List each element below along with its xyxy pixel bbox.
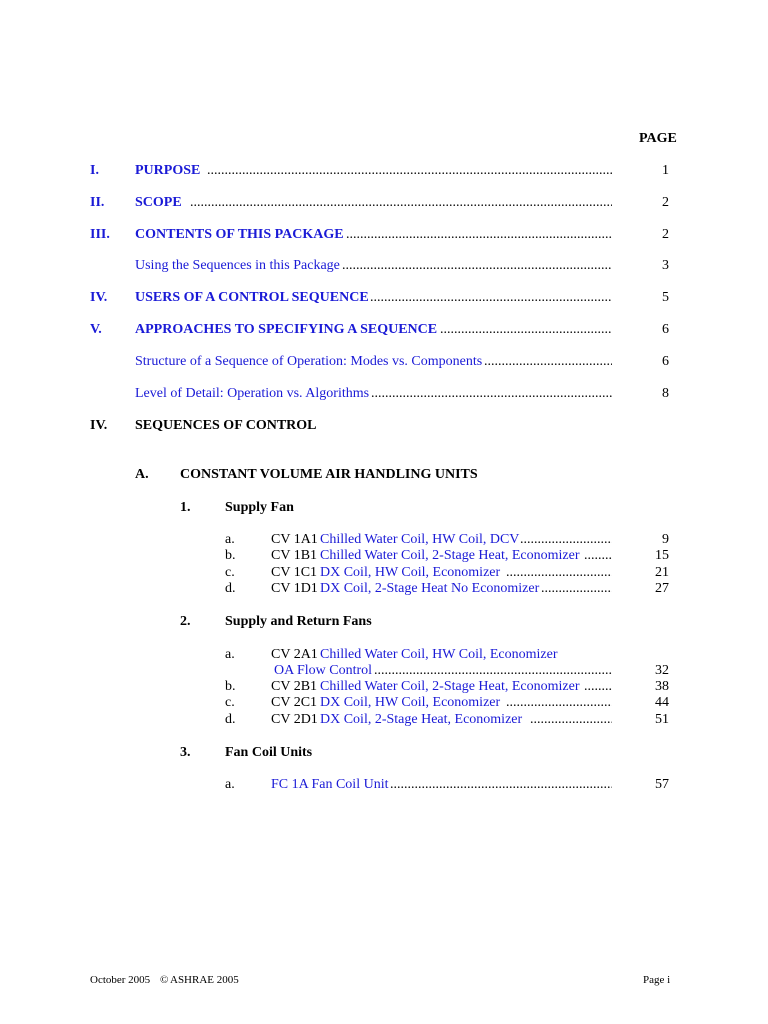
toc-link-structure[interactable]: Structure of a Sequence of Operation: Modes vs. Components bbox=[135, 354, 483, 369]
item-letter: c. bbox=[225, 565, 235, 580]
leader-dots bbox=[346, 226, 612, 243]
page-number: 38 bbox=[655, 679, 669, 694]
toc-link-cv-1d1[interactable]: DX Coil, 2-Stage Heat No Economizer bbox=[320, 581, 540, 596]
page-number: 1 bbox=[662, 163, 669, 178]
page-number: 57 bbox=[655, 777, 669, 792]
footer-page-label: Page i bbox=[643, 974, 671, 986]
page-number: 5 bbox=[662, 290, 669, 305]
item-letter: c. bbox=[225, 695, 235, 710]
leader-dots bbox=[584, 678, 612, 695]
item-letter: b. bbox=[225, 548, 236, 563]
section-number: V. bbox=[90, 322, 102, 337]
leader-dots bbox=[440, 321, 612, 338]
item-code: CV 1B1 bbox=[271, 548, 318, 563]
group-title: Supply and Return Fans bbox=[225, 614, 372, 629]
group-number: 1. bbox=[180, 500, 191, 515]
item-code: CV 2B1 bbox=[271, 679, 318, 694]
toc-link-contents[interactable]: CONTENTS OF THIS PACKAGE bbox=[135, 227, 344, 242]
toc-link-cv-2a1[interactable]: Chilled Water Coil, HW Coil, Economizer bbox=[320, 647, 558, 662]
section-number: II. bbox=[90, 195, 105, 210]
item-letter: a. bbox=[225, 647, 235, 662]
group-title: Supply Fan bbox=[225, 500, 294, 515]
item-letter: b. bbox=[225, 679, 236, 694]
page-number: 2 bbox=[662, 195, 669, 210]
toc-link-purpose[interactable]: PURPOSE bbox=[135, 163, 201, 178]
item-letter: d. bbox=[225, 712, 236, 727]
toc-link-level-of-detail[interactable]: Level of Detail: Operation vs. Algorithms bbox=[135, 386, 370, 401]
leader-dots bbox=[506, 564, 612, 581]
page-number: 27 bbox=[655, 581, 669, 596]
toc-link-cv-2d1[interactable]: DX Coil, 2-Stage Heat, Economizer bbox=[320, 712, 523, 727]
toc-link-users[interactable]: USERS OF A CONTROL SEQUENCE bbox=[135, 290, 369, 305]
group-number: 2. bbox=[180, 614, 191, 629]
toc-link-scope[interactable]: SCOPE bbox=[135, 195, 182, 210]
item-code: CV 1A1 bbox=[271, 532, 318, 547]
toc-link-cv-2c1[interactable]: DX Coil, HW Coil, Economizer bbox=[320, 695, 501, 710]
copyright-icon: © bbox=[160, 974, 169, 986]
leader-dots bbox=[390, 776, 612, 793]
section-number: I. bbox=[90, 163, 99, 178]
leader-dots bbox=[506, 694, 612, 711]
page-column-heading: PAGE bbox=[639, 131, 677, 146]
footer-copyright: ASHRAE 2005 bbox=[170, 974, 239, 986]
toc-link-fc-1a[interactable]: FC 1A Fan Coil Unit bbox=[271, 777, 389, 792]
leader-dots bbox=[342, 257, 612, 274]
group-number: 3. bbox=[180, 745, 191, 760]
item-code: CV 2C1 bbox=[271, 695, 318, 710]
leader-dots bbox=[541, 580, 612, 597]
page-number: 44 bbox=[655, 695, 669, 710]
item-letter: a. bbox=[225, 532, 235, 547]
leader-dots bbox=[190, 194, 612, 211]
leader-dots bbox=[520, 531, 612, 548]
toc-link-cv-2a1-cont[interactable]: OA Flow Control bbox=[274, 663, 373, 678]
subsection-title: CONSTANT VOLUME AIR HANDLING UNITS bbox=[180, 467, 478, 482]
leader-dots bbox=[207, 162, 612, 179]
page-number: 9 bbox=[662, 532, 669, 547]
section-title-sequences: SEQUENCES OF CONTROL bbox=[135, 418, 317, 433]
leader-dots bbox=[584, 547, 612, 564]
item-letter: d. bbox=[225, 581, 236, 596]
item-code: CV 2A1 bbox=[271, 647, 318, 662]
page-number: 3 bbox=[662, 258, 669, 273]
item-code: CV 2D1 bbox=[271, 712, 318, 727]
page-number: 8 bbox=[662, 386, 669, 401]
section-number: IV. bbox=[90, 418, 108, 433]
item-code: CV 1D1 bbox=[271, 581, 318, 596]
group-title: Fan Coil Units bbox=[225, 745, 313, 760]
toc-link-cv-1a1[interactable]: Chilled Water Coil, HW Coil, DCV bbox=[320, 532, 520, 547]
page-number: 15 bbox=[655, 548, 669, 563]
leader-dots bbox=[484, 353, 612, 370]
page-number: 6 bbox=[662, 322, 669, 337]
subsection-letter: A. bbox=[135, 467, 149, 482]
toc-link-approaches[interactable]: APPROACHES TO SPECIFYING A SEQUENCE bbox=[135, 322, 438, 337]
page-number: 32 bbox=[655, 663, 669, 678]
item-letter: a. bbox=[225, 777, 235, 792]
section-number: III. bbox=[90, 227, 110, 242]
leader-dots bbox=[374, 662, 612, 679]
page-number: 51 bbox=[655, 712, 669, 727]
section-number: IV. bbox=[90, 290, 108, 305]
page-number: 6 bbox=[662, 354, 669, 369]
leader-dots bbox=[370, 289, 612, 306]
item-code: CV 1C1 bbox=[271, 565, 318, 580]
toc-link-using-sequences[interactable]: Using the Sequences in this Package bbox=[135, 258, 340, 273]
footer-date: October 2005 bbox=[90, 974, 151, 986]
page-number: 21 bbox=[655, 565, 669, 580]
page-number: 2 bbox=[662, 227, 669, 242]
toc-link-cv-2b1[interactable]: Chilled Water Coil, 2-Stage Heat, Economizer bbox=[320, 679, 580, 694]
toc-link-cv-1c1[interactable]: DX Coil, HW Coil, Economizer bbox=[320, 565, 501, 580]
leader-dots bbox=[371, 385, 612, 402]
toc-link-cv-1b1[interactable]: Chilled Water Coil, 2-Stage Heat, Economizer bbox=[320, 548, 580, 563]
leader-dots bbox=[530, 711, 612, 728]
